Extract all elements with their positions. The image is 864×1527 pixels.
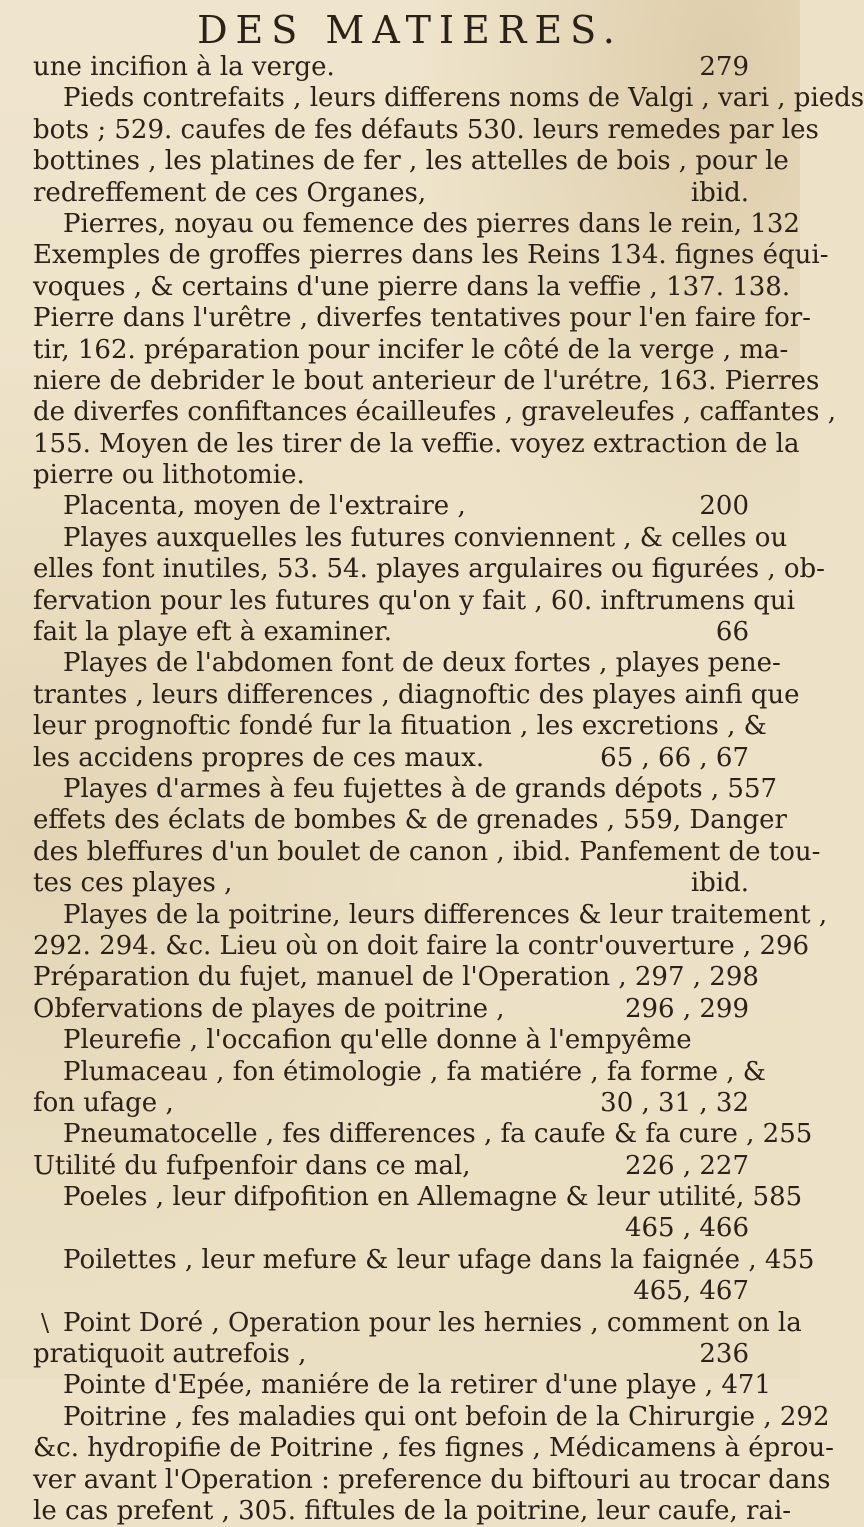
index-entry-text: Poitrine , fes maladies qui ont befoin de la Chirurgie , 292 [63, 1401, 830, 1432]
page-reference: 66 [715, 617, 749, 648]
index-line [33, 83, 864, 114]
index-line [33, 1339, 755, 1370]
index-entry-text: Pierres, noyau ou femence des pierres dans le rein, 132 [63, 208, 800, 239]
index-entry-text: fervation pour les futures qu'on y fait , 60. inftrumens qui [33, 585, 795, 616]
index-entry-text: tir, 162. préparation pour incifer le côté de la verge , ma- [33, 334, 789, 365]
index-line [33, 711, 767, 742]
index-line [33, 522, 788, 554]
index-line [33, 962, 759, 993]
index-entry-text: pratiquoit autrefois , [33, 1339, 307, 1370]
index-line [33, 617, 755, 648]
index-line [33, 1370, 772, 1401]
index-line [33, 271, 791, 303]
index-entry-text: leur prognoftic fondé fur la fituation , les excretions , & [33, 711, 767, 742]
index-entry-text: redreffement de ces Organes, [33, 177, 427, 208]
index-line [33, 836, 821, 868]
page-reference: 226 , 227 [624, 1150, 749, 1181]
index-line [33, 805, 787, 836]
index-entry-text: Playes auxquelles les futures conviennent , & celles ou [63, 522, 788, 553]
index-line [33, 303, 811, 334]
page-reference: ibid. [690, 177, 749, 208]
page-header: DES MATIERES. [197, 8, 623, 52]
margin-mark: \ [41, 1308, 50, 1337]
index-entry-text: voques , & certains d'une pierre dans la veffie , 137. 138. [33, 271, 791, 302]
page-reference: 279 [699, 52, 749, 82]
index-line [33, 679, 800, 711]
index-line [33, 1056, 766, 1088]
page-reference: 65 , 66 , 67 [600, 742, 749, 773]
index-line [33, 743, 755, 774]
index-entry-text: fait la playe eft à examiner. [33, 617, 393, 648]
index-line [33, 334, 789, 366]
page-reference: 465, 467 [633, 1276, 749, 1307]
index-entry-text: 155. Moyen de les tirer de la veffie. voyez extraction de la [33, 428, 800, 459]
index-line [33, 1182, 803, 1213]
index-line [33, 146, 789, 177]
index-line [33, 1119, 813, 1150]
index-line [33, 52, 755, 83]
index-line [33, 1213, 755, 1244]
index-entry-text: une incifion à la verge. [33, 52, 335, 82]
index-line [33, 930, 810, 962]
index-entry-text: Plumaceau , fon étimologie , fa matiére , fa forme , & [63, 1056, 766, 1087]
index-content [33, 52, 864, 1527]
index-line [33, 868, 755, 899]
index-line [33, 1151, 755, 1182]
index-entry-text: Exemples de groffes pierres dans les Reins 134. fignes équi- [33, 240, 829, 271]
index-line [33, 994, 755, 1025]
index-line [33, 208, 800, 240]
index-entry-text: Pointe d'Epée, maniére de la retirer d'une playe , 471 [63, 1370, 772, 1401]
index-entry-text: des bleffures d'un boulet de canon , ibid. Panfement de tou- [33, 836, 821, 867]
index-entry-text: tes ces playes , [33, 868, 233, 899]
index-entry-text: Playes de l'abdomen font de deux fortes , playes pene- [63, 648, 781, 679]
index-line [33, 428, 800, 460]
index-entry-text: de diverfes confiftances écailleufes , graveleufes , caffantes , [33, 397, 836, 428]
index-line [33, 1088, 755, 1119]
index-line [33, 178, 755, 209]
index-line [33, 365, 820, 397]
index-entry-text: Poeles , leur difpofition en Allemagne & leur utilité, 585 [63, 1182, 803, 1213]
index-line [33, 585, 795, 617]
index-line [33, 1244, 815, 1276]
index-entry-text: Pneumatocelle , fes differences , fa caufe & fa cure , 255 [63, 1119, 813, 1150]
index-entry-text: trantes , leurs differences , diagnoftic des playes ainfi que [33, 679, 800, 710]
index-entry-text: Pierre dans l'urêtre , diverfes tentatives pour l'en faire for- [33, 303, 811, 334]
index-line [33, 1495, 792, 1527]
index-line [33, 1464, 831, 1496]
index-line [33, 648, 781, 679]
index-entry-text: ver avant l'Operation : preference du biftouri au trocar dans [33, 1464, 831, 1495]
index-entry-text: le cas prefent , 305. fiftules de la poitrine, leur caufe, rai- [33, 1495, 792, 1526]
index-entry-text: Playes d'armes à feu fujettes à de grands dépots , 557 [63, 773, 778, 804]
index-entry-text: fon ufage , [33, 1087, 174, 1118]
index-entry-text: Poilettes , leur mefure & leur ufage dans la faignée , 455 [63, 1244, 815, 1275]
index-entry-text: Point Doré , Operation pour les hernies , comment on la [63, 1307, 802, 1338]
index-entry-text: &c. hydropifie de Poitrine , fes fignes , Médicamens à éprou- [33, 1433, 834, 1464]
index-entry-text: bots ; 529. caufes de fes défauts 530. leurs remedes par les [33, 114, 819, 145]
index-entry-text: Utilité du fufpenfoir dans ce mal, [33, 1150, 471, 1181]
index-entry-text: Obfervations de playes de poitrine , [33, 993, 505, 1024]
page-reference: 296 , 299 [624, 993, 749, 1024]
index-line [33, 240, 829, 271]
index-line [33, 1276, 755, 1307]
index-line [33, 397, 836, 428]
index-line [33, 1307, 802, 1339]
index-entry-text: niere de debrider le bout anterieur de l'urétre, 163. Pierres [33, 365, 820, 396]
index-line [33, 1433, 834, 1464]
index-entry-text: Pleurefie , l'occafion qu'elle donne à l'empyême [63, 1025, 692, 1056]
index-entry-text: effets des éclats de bombes & de grenades , 559, Danger [33, 805, 787, 836]
index-line [33, 1025, 755, 1056]
index-line [33, 491, 755, 522]
index-entry-text: elles font inutiles, 53. 54. playes argulaires ou figurées , ob- [33, 554, 825, 585]
index-entry-text: pierre ou lithotomie. [33, 460, 305, 491]
page-reference: ibid. [690, 868, 749, 899]
index-entry-text: Playes de la poitrine, leurs differences & leur traitement , [63, 899, 828, 930]
index-line [33, 554, 825, 585]
index-line [33, 899, 828, 931]
index-line [33, 114, 819, 146]
page-reference: 200 [699, 491, 749, 522]
page-reference: 236 [699, 1339, 749, 1370]
index-line [33, 1401, 830, 1433]
page-reference: 30 , 31 , 32 [600, 1087, 749, 1118]
index-line [33, 773, 778, 805]
index-entry-text: Placenta, moyen de l'extraire , [63, 491, 466, 522]
index-entry-text: les accidens propres de ces maux. [33, 742, 485, 773]
index-entry-text: bottines , les platines de fer , les attelles de bois , pour le [33, 146, 789, 177]
index-line [33, 460, 755, 491]
index-entry-text: Préparation du fujet, manuel de l'Operation , 297 , 298 [33, 962, 759, 993]
index-entry-text: Pieds contrefaits , leurs differens noms de Valgi , vari , pieds [63, 83, 864, 114]
index-entry-text: 292. 294. &c. Lieu où on doit faire la contr'ouverture , 296 [33, 930, 810, 961]
page-reference: 465 , 466 [624, 1213, 749, 1244]
